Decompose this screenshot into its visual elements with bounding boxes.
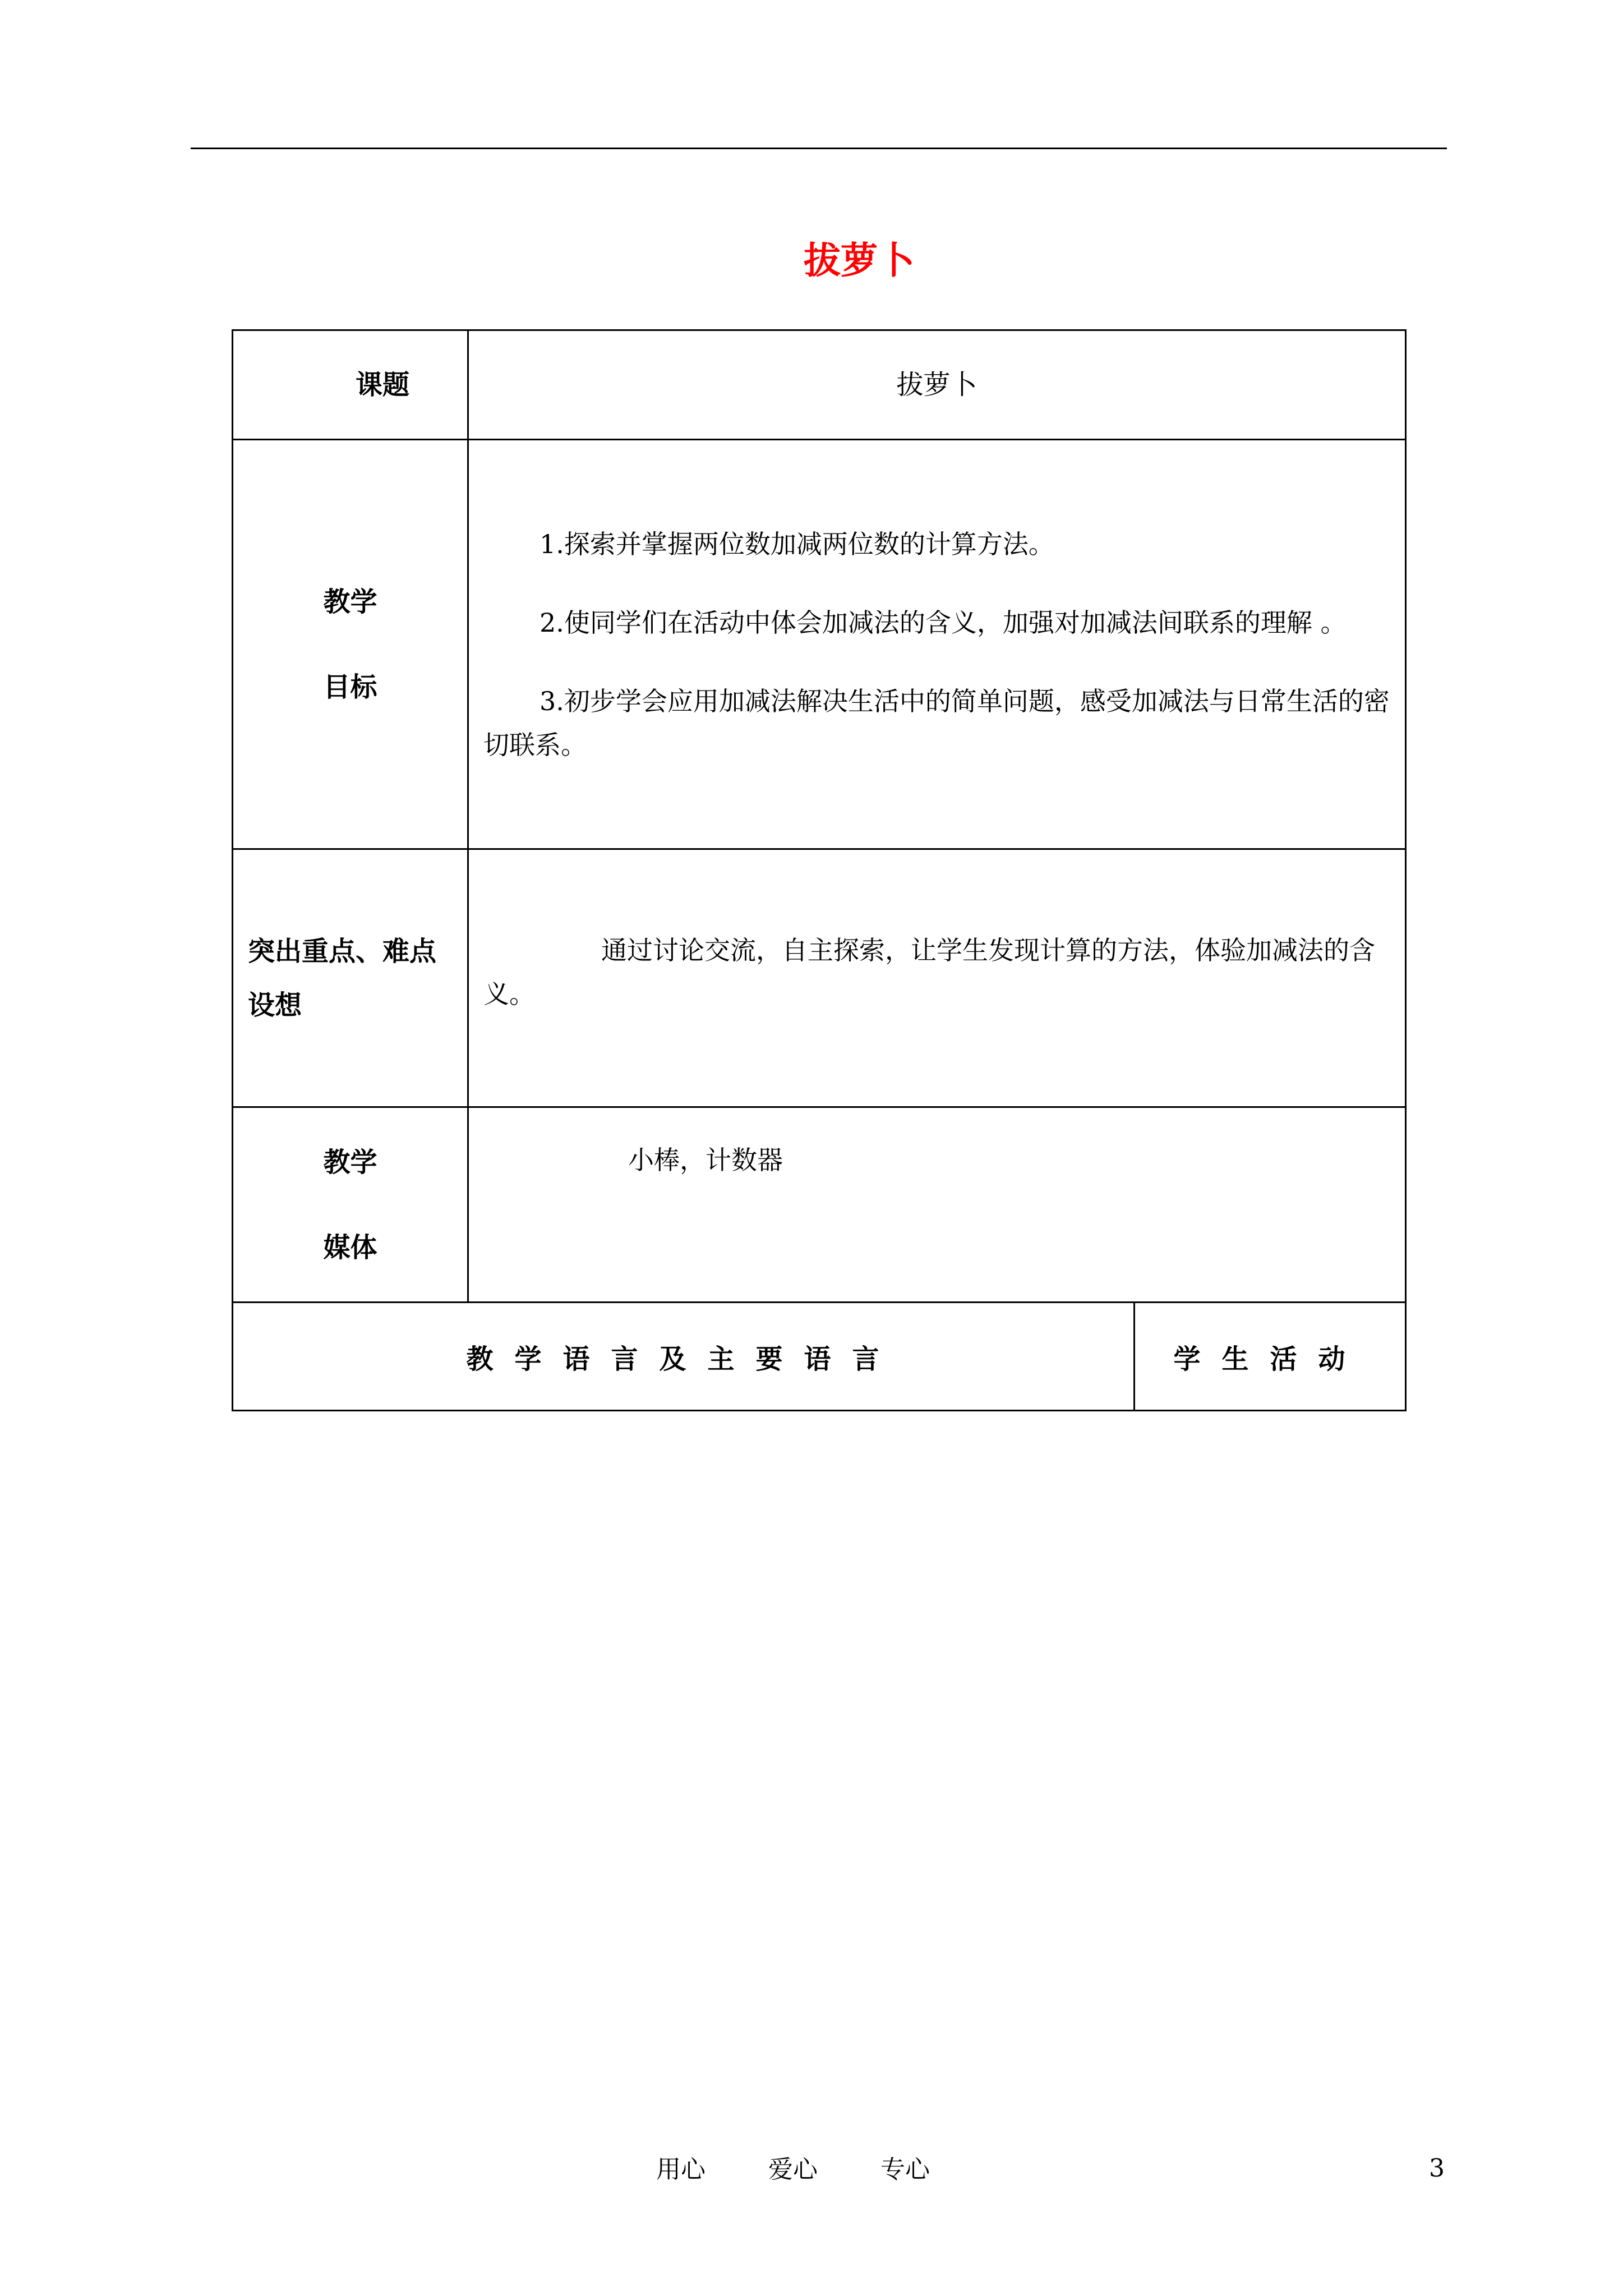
lesson-plan-table [232, 329, 1407, 1411]
focus-label-line-1: 突出重点、难点 [248, 935, 437, 967]
goal-item-1: 1.探索并掌握两位数加减两位数的计算方法。 [540, 528, 1054, 559]
footer-motto [656, 2153, 930, 2187]
teaching-language-header: 教学语言及主要语言 [233, 1303, 1135, 1411]
focus-row [233, 849, 1406, 1107]
topic-row [233, 330, 1406, 440]
column-header-row [233, 1303, 1406, 1411]
goals-label-line-2: 目标 [323, 671, 377, 703]
goals-label-line-1: 教学 [323, 586, 377, 618]
footer-motto-2: 爱心 [768, 2155, 818, 2184]
media-label-line-1: 教学 [323, 1146, 377, 1178]
topic-label: 课题 [233, 330, 468, 440]
media-row [233, 1107, 1406, 1303]
focus-label-line-2: 设想 [248, 989, 302, 1021]
goal-item-2: 2.使同学们在活动中体会加减法的含义，加强对加减法间联系的理解 。 [540, 607, 1347, 638]
focus-label [233, 849, 468, 1107]
header-rule [191, 148, 1447, 149]
document-title: 拔萝卜 [804, 239, 915, 282]
media-label [233, 1107, 468, 1303]
goals-label [233, 440, 468, 849]
focus-text: 通过讨论交流，自主探索，让学生发现计算的方法，体验加减法的含义。 [483, 935, 1375, 1009]
topic-value: 拔萝卜 [468, 330, 1406, 440]
goals-content [468, 440, 1406, 849]
footer-motto-3: 专心 [880, 2155, 930, 2184]
goal-item-3: 3.初步学会应用加减法解决生活中的简单问题，感受加减法与日常生活的密切联系。 [483, 685, 1390, 760]
footer-motto-1: 用心 [656, 2155, 706, 2184]
goals-row [233, 440, 1406, 849]
media-label-line-2: 媒体 [323, 1231, 377, 1263]
page-number: 3 [1429, 2154, 1445, 2183]
media-content: 小棒，计数器 [468, 1107, 1406, 1303]
focus-content [468, 849, 1406, 1107]
student-activity-header: 学生活动 [1135, 1303, 1406, 1411]
